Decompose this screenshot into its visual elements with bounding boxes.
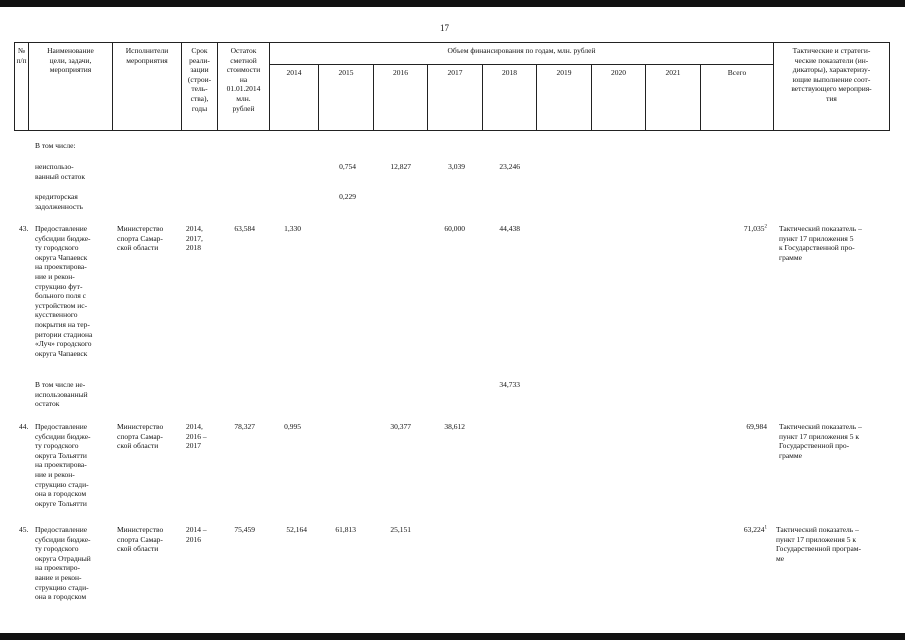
row-45-num: 45.: [19, 525, 29, 534]
row-45-term: 2014 – 2016: [186, 525, 207, 544]
row-45-indicator: Тактический показатель – пункт 17 приложения 5 к Государственной програм- ме: [776, 525, 862, 563]
row-45-name: Предоставление субсидии бюдже- ту городского округа Отрадный на проектиро- вание и рекон- струкцию стади- она в городском: [35, 525, 91, 602]
row-43-num: 43.: [19, 224, 29, 233]
row-44-num: 44.: [19, 422, 29, 431]
row-45-total: 63,224$^1$: [743, 525, 767, 534]
row-43-term: 2014, 2017, 2018: [186, 224, 203, 253]
row-44-2017: 38,612: [444, 422, 465, 431]
row-unused-2016: 12,827: [390, 162, 411, 171]
row-unused-2018: 23,246: [499, 162, 520, 171]
header-year-2018: 2018: [502, 68, 517, 77]
row-43-name: Предоставление субсидии бюдже- ту городского округа Чапаевск на проектирова- ние и рекон- струкцию фут- больного поля с устройством ис- кусственного покрытия на тер- ритории стадиона «Луч» городского округа Чапаевск: [35, 224, 93, 358]
header-year-2017: 2017: [447, 68, 463, 77]
header-year-2021: 2021: [665, 68, 681, 77]
row-45-remainder: 75,459: [234, 525, 255, 534]
row-payables-2015: 0,229: [339, 192, 356, 201]
row-44-term: 2014, 2016 – 2017: [186, 422, 207, 451]
row-unused-label: неиспользо- ванный остаток: [35, 162, 86, 181]
row-43-total: 71,035$^2$: [743, 224, 767, 233]
page-number: 17: [440, 23, 449, 33]
row-43-executor: Министерство спорта Самар- ской области: [117, 224, 164, 253]
row-44-2014: 0,995: [284, 422, 301, 431]
header-funding: Объем финансирования по годам, млн. рублей: [447, 46, 596, 55]
top-border: [0, 0, 905, 7]
header-year-2019: 2019: [556, 68, 572, 77]
header-year-2014: 2014: [286, 68, 302, 77]
row-44-total: 69,984: [746, 422, 767, 431]
header-num: № п/п: [16, 46, 27, 65]
row-44-executor: Министерство спорта Самар- ской области: [117, 422, 164, 451]
row-43-2018: 44,438: [499, 224, 520, 233]
row-45-2015: 61,813: [335, 525, 356, 534]
row-unused-2015: 0,754: [339, 162, 356, 171]
row-43-sub-2018: 34,733: [499, 380, 520, 389]
row-unused-2017: 3,039: [448, 162, 465, 171]
bottom-border: [0, 633, 905, 640]
header-year-2015: 2015: [338, 68, 354, 77]
header-indicators: Тактические и стратеги- ческие показатели (ин- дикаторы), характеризу- ющие выполнение соот- ветствующего мероприя- тия: [791, 46, 872, 103]
row-43-remainder: 63,584: [234, 224, 255, 233]
header-total: Всего: [727, 68, 747, 77]
header-executors: Исполнители мероприятия: [125, 46, 169, 65]
row-44-indicator: Тактический показатель – пункт 17 приложения 5 к Государственной про- грамме: [779, 422, 862, 460]
header-year-2020: 2020: [611, 68, 626, 77]
header-term: Срок реали- зации (строи- тель- ства), годы: [187, 46, 212, 113]
row-payables-label: кредиторская задолженность: [35, 192, 83, 211]
header-remainder: Остаток сметной стоимости на 01.01.2014 млн. рублей: [226, 46, 261, 113]
row-44-name: Предоставление субсидии бюдже- ту городского округа Тольятти на проектирова- ние и рекон- струкцию стади- она в городском округе Тольятти: [35, 422, 91, 508]
header-year-2016: 2016: [393, 68, 408, 77]
row-including-label: В том числе:: [35, 141, 76, 150]
row-43-indicator: Тактический показатель – пункт 17 приложения 5 к Государственной про- грамме: [779, 224, 862, 262]
row-44-remainder: 78,327: [234, 422, 255, 431]
header-name: Наименование цели, задачи, мероприятия: [47, 46, 94, 75]
row-45-executor: Министерство спорта Самар- ской области: [117, 525, 164, 554]
row-43-2017: 60,000: [444, 224, 465, 233]
row-44-2016: 30,377: [390, 422, 411, 431]
row-43-sub-label: В том числе не- использованный остаток: [35, 380, 88, 409]
row-45-2014: 52,164: [286, 525, 307, 534]
row-43-2014: 1,330: [284, 224, 301, 233]
row-45-2016: 25,151: [390, 525, 411, 534]
